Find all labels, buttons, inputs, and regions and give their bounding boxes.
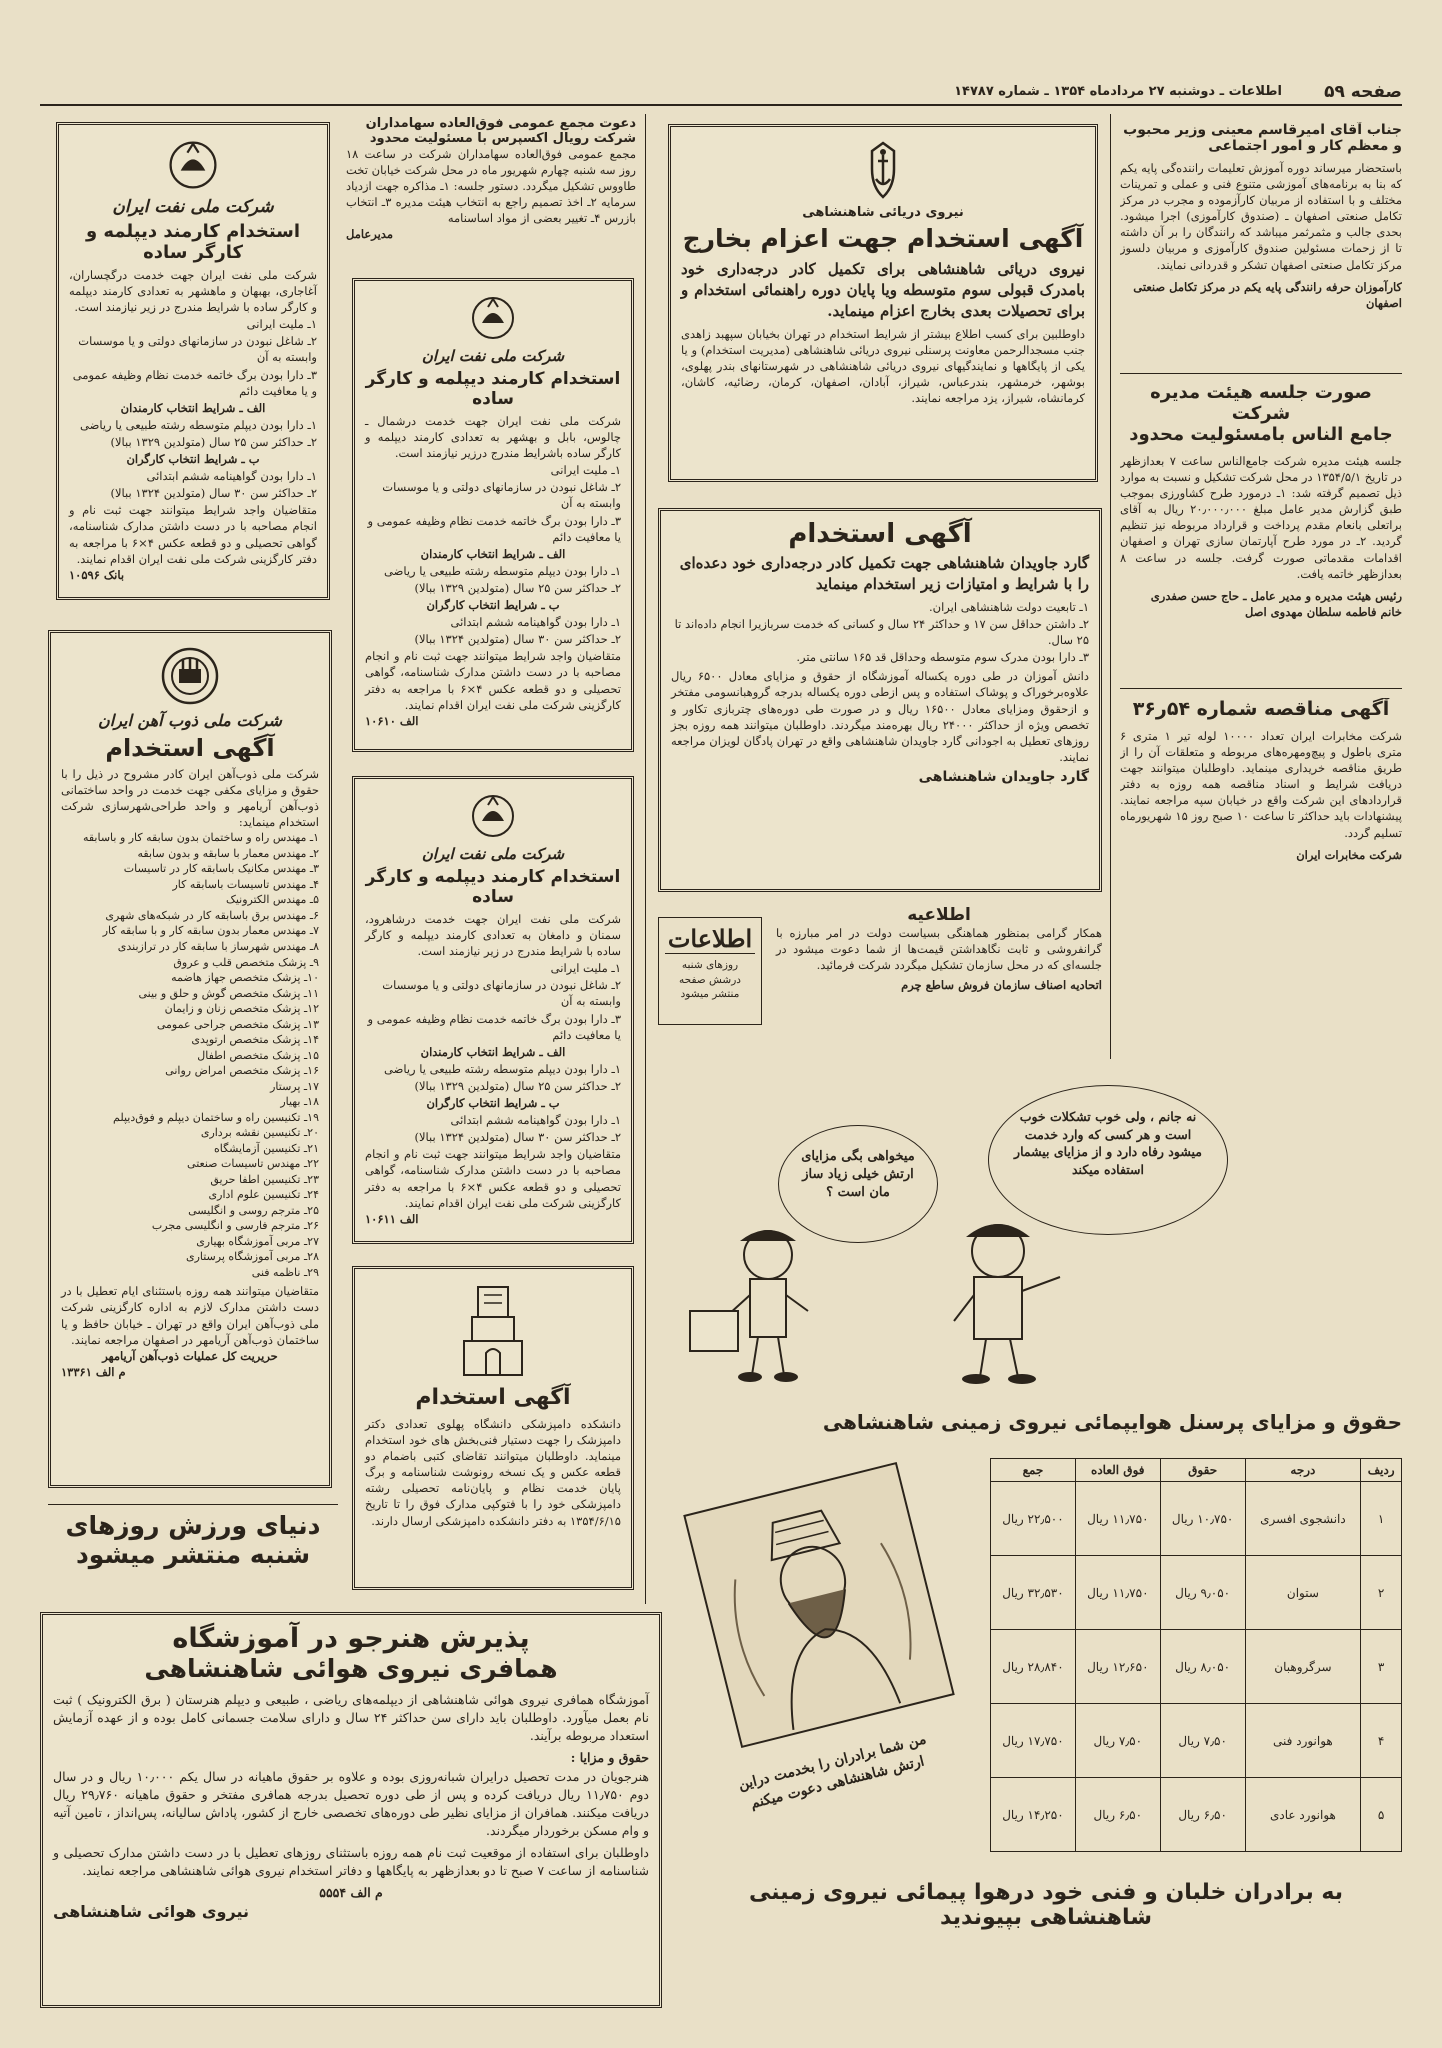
air-school-intro: آموزشگاه همافری نیروی هوائی شاهنشاهی از دیپلمه‌های ریاضی ، طبیعی و دیپلم هنرستان ( برق الکترونیک ) ثبت نام بعمل میآورد. داوطلبان باید دارای سن حداکثر ۲۴ سال و دارای سلامت جسمانی کامل بوده و از عهده آزمایش استعداد مربوطه برآیند. bbox=[53, 1692, 650, 1744]
list-item: ۱۶ـ پزشک متخصص امراض روانی bbox=[165, 1064, 319, 1078]
navy-lead: نیروی دریائی شاهنشاهی برای تکمیل کادر درجه‌داری خود بامدرک قبولی سوم متوسطه ویا پایان دوره راهنمائی استخدام و برای تحصیلات بعدی بخارج اعزام مینماید. bbox=[681, 260, 1085, 320]
cell: ۸٫۰۵۰ ریال bbox=[1160, 1630, 1245, 1704]
page-number: صفحه ۵۹ bbox=[1324, 82, 1402, 102]
nioc-brand: شرکت ملی نفت ایران bbox=[112, 197, 274, 217]
list-item: ۲ـ حداکثر سن ۳۰ سال (متولدین ۱۳۲۴ ببالا) bbox=[414, 1130, 621, 1145]
nioc-a-list bbox=[365, 563, 621, 596]
university-tower-icon bbox=[456, 1281, 530, 1381]
sports-weekly-notice bbox=[48, 1504, 338, 1590]
guard-title: آگهی استخدام bbox=[788, 519, 972, 549]
cell: سرگروهبان bbox=[1245, 1630, 1361, 1704]
list-item: ۱ـ دارا بودن دیپلم متوسطه رشته طبیعی یا ریاضی bbox=[384, 563, 621, 578]
king-portrait-icon bbox=[677, 1456, 961, 1754]
list-item: ۱۸ـ بهیار bbox=[280, 1095, 319, 1109]
cell: ۱۴٫۲۵۰ ریال bbox=[991, 1778, 1076, 1852]
steel-code: م الف ۱۳۳۶۱ bbox=[61, 1364, 126, 1379]
steel-brand: شرکت ملی ذوب آهن ایران bbox=[98, 711, 282, 730]
list-item: ۲ـ حداکثر سن ۲۵ سال (متولدین ۱۳۲۹ ببالا) bbox=[110, 434, 317, 449]
salary-section bbox=[690, 1410, 1402, 2000]
cell: ۱۰٫۷۵۰ ریال bbox=[1160, 1482, 1245, 1556]
nioc-closing: متقاضیان واجد شرایط میتوانند جهت ثبت نام و انجام مصاحبه با در دست داشتن مدارک شناسنامه، گواهی تحصیلی و دو قطعه عکس ۴×۶ با مراجعه به دفتر کارگزینی شرکت ملی نفت ایران اقدام نمایند. bbox=[69, 503, 317, 566]
nioc-b-list bbox=[365, 614, 621, 647]
list-item: ۲ـ حداکثر سن ۳۰ سال (متولدین ۱۳۲۴ ببالا) bbox=[414, 632, 621, 647]
guard-conditions bbox=[671, 599, 1089, 665]
tender-signature: شرکت مخابرات ایران bbox=[1296, 847, 1402, 862]
header-cell: جمع bbox=[991, 1459, 1076, 1482]
list-item: ۱ـ دارا بودن دیپلم متوسطه رشته طبیعی یا ریاضی bbox=[80, 417, 317, 432]
list-item: ۲۸ـ مربی آموزشگاه پرستاری bbox=[185, 1250, 319, 1264]
list-item: ۸ـ مهندس شهرساز با سابقه کار در ترازبندی bbox=[117, 939, 319, 953]
ettelaat-notice bbox=[658, 905, 1102, 1075]
cell: ۱ bbox=[1361, 1482, 1402, 1556]
sports-line-1: دنیای ورزش روزهای bbox=[65, 1511, 321, 1540]
nioc-ad-north bbox=[352, 278, 634, 752]
masthead bbox=[40, 82, 1402, 106]
guard-body: دانش آموزان در طی دوره یکساله آموزشگاه از حقوق و مزایای معادل ۶۵۰۰ ریال علاوه‌برخوراک و پوشاک استفاده و پس ازطی دوره یکساله بدرجه گروهبانسومی مفتخر و ازحقوق ومزایای معادل ۱۶۵۰۰ ریال و در صورت طی دوره‌های چتربازی تکاور و تخصص ویژه از حداکثر ۲۴۰۰۰ ریال بهره‌مند میگردند. داوطلبان میتوانند همه روزه بجز روزهای تعطیل به اجودانی گارد جاویدان شاهنشاهی واقع در تهران پادگان لویزان مراجعه نمایند. bbox=[671, 669, 1089, 764]
list-item: ۵ـ مهندس الکترونیک bbox=[225, 893, 319, 907]
minutes-signature-2: خانم فاطمه سلطان مهدوی اصل bbox=[1245, 604, 1402, 619]
list-item: ۲۲ـ مهندس تاسیسات صنعتی bbox=[187, 1157, 319, 1171]
portrait-caption: من شما برادران را بخدمت دراین ارتش شاهنشاهی دعوت میکنم bbox=[736, 1731, 928, 1813]
nioc-brand: شرکت ملی نفت ایران bbox=[421, 845, 565, 863]
list-item: ۱ـ ملیت ایرانی bbox=[550, 463, 621, 478]
cell: ستوان bbox=[1245, 1556, 1361, 1630]
salary-slogan: به برادران خلبان و فنی خود درهوا پیمائی نیروی زمینی شاهنشاهی بپیوندید bbox=[749, 1880, 1343, 1930]
royal-express-meeting-notice bbox=[346, 116, 636, 266]
list-item: ۶ـ مهندس برق باسابقه کار در شبکه‌های شهری bbox=[105, 908, 319, 922]
ettelaat-logo: اطلاعات bbox=[665, 924, 755, 954]
list-item: ۱۴ـ پزشک متخصص ارتوپدی bbox=[191, 1033, 319, 1047]
steel-closing: متقاضیان میتوانند همه روزه باستثنای ایام تعطیل با در دست داشتن مدارک لازم به اداره کارگزینی شرکت ملی ذوب‌آهن ایران واقع در تهران ـ خیابان حافظ و یا ساختمان ذوب‌آهن آریامهر در اصفهان مراجعه نمایند. bbox=[61, 1284, 319, 1347]
air-force-school-ad bbox=[40, 1612, 662, 2008]
list-item: ۱ـ دارا بودن گواهینامه ششم ابتدائی bbox=[450, 1113, 621, 1128]
notice-body: باستحضار میرساند دوره آموزش تعلیمات راننده‌گی پایه یکم که بنا به برنامه‌های آموزشی متنوع فنی و عملی و تمرینات مختلف و با استفاده از مربیان کارآزموده و مجرب در مرکز تکامل صنعتی اصفهان ـ (صندوق کارآموزی) اجرا میشود. بحدی جالب و مثمرثمر میباشد که رانندگان را بر آن داشته تا از زحمات مسئولین صندوق کارآموزی و مربیان دلسوز مرکز تکامل صنعتی اصفهان تشکر و قدردانی نمایند. bbox=[1120, 161, 1402, 272]
nioc-ad-semnan bbox=[352, 776, 634, 1244]
nioc-emblem-icon bbox=[468, 791, 518, 841]
nioc-a-head: الف ـ شرایط انتخاب کارمندان bbox=[120, 400, 266, 415]
list-item: ۷ـ مهندس معمار بدون سابقه کار و با سابقه کار bbox=[102, 924, 319, 938]
cell: ۲۲٫۵۰۰ ریال bbox=[991, 1482, 1076, 1556]
meeting-title: دعوت مجمع عمومی فوق‌العاده سهامداران شرکت رویال اکسپرس با مسئولیت محدود bbox=[365, 116, 636, 146]
cell: ۴ bbox=[1361, 1704, 1402, 1778]
nioc-title: استخدام کارمند دیپلمه و کارگر ساده bbox=[365, 867, 621, 907]
sports-line-2: شنبه منتشر میشود bbox=[75, 1540, 311, 1569]
list-item: ۳ـ دارا بودن برگ خاتمه خدمت نظام وظیفه عمومی و یا معافیت دائم bbox=[367, 513, 621, 544]
guard-signature: گارد جاویدان شاهنشاهی bbox=[918, 768, 1089, 785]
nioc-closing: متقاضیان واجد شرایط میتوانند جهت ثبت نام و انجام مصاحبه با در دست داشتن مدارک شناسنامه، گواهی تحصیلی و دو قطعه عکس ۴×۶ با مراجعه به دفتر کارگزینی شرکت ملی نفت ایران اقدام نمایند. bbox=[365, 649, 621, 712]
minutes-title-1: صورت جلسه هیئت مدیره شرکت bbox=[1150, 382, 1372, 424]
air-school-sub: حقوق و مزایا : bbox=[570, 1750, 649, 1766]
header-cell: ردیف bbox=[1361, 1459, 1402, 1482]
nioc-general bbox=[365, 960, 621, 1042]
list-item: ۳ـ مهندس مکانیک باسابقه کار در تاسیسات bbox=[123, 862, 319, 876]
left-bubble-text: میخواهی بگی مزایای ارتش خیلی زیاد ساز مان است ؟ bbox=[801, 1149, 915, 1201]
nioc-a-head: الف ـ شرایط انتخاب کارمندان bbox=[420, 546, 566, 561]
cell: ۱۱٫۷۵۰ ریال bbox=[1075, 1482, 1160, 1556]
guard-lead: گارد جاویدان شاهنشاهی جهت تکمیل کادر درجه‌داری خود دعده‌ای را با شرایط و امتیازات زیر استخدام مینماید bbox=[679, 554, 1089, 593]
nioc-intro: شرکت ملی نفت ایران جهت خدمت درشمال ـ چالوس، بابل و بهشهر به تعدادی کارمند دیپلمه و کارگر ساده باشرایط مندرج درزیر نیازمند است. bbox=[365, 414, 621, 461]
university-title: آگهی استخدام bbox=[415, 1385, 571, 1410]
cell: ۷٫۵۰ ریال bbox=[1160, 1704, 1245, 1778]
list-item: ۱۷ـ پرستار bbox=[270, 1079, 319, 1093]
cell: ۳ bbox=[1361, 1630, 1402, 1704]
nioc-brand: شرکت ملی نفت ایران bbox=[421, 347, 565, 365]
notice-title: جناب آقای امیرقاسم معینی وزیر محبوب و معظم کار و امور اجتماعی bbox=[1123, 122, 1402, 154]
nioc-title: استخدام کارمند دیپلمه و کارگر ساده bbox=[365, 369, 621, 409]
list-item: ۹ـ پزشک متخصص قلب و عروق bbox=[173, 955, 319, 969]
cell: ۶٫۵۰ ریال bbox=[1075, 1778, 1160, 1852]
list-item: ۲ـ حداکثر سن ۲۵ سال (متولدین ۱۳۲۹ ببالا) bbox=[414, 580, 621, 595]
list-item: ۲ـ شاغل نبودن در سازمانهای دولتی و یا موسسات وابسته به آن bbox=[382, 480, 621, 511]
air-school-signature: نیروی هوائی شاهنشاهی bbox=[53, 1902, 249, 1922]
salary-title: حقوق و مزایای پرسنل هوایپمائی نیروی زمینی شاهنشاهی bbox=[822, 1410, 1402, 1434]
recruitment-cartoon bbox=[668, 1085, 1228, 1390]
meeting-body: مجمع عمومی فوق‌العاده سهامداران شرکت در ساعت ۱۸ روز سه شنبه چهارم شهریور ماه در محل شرکت خیابان تخت طاووس تشکیل میگردد. دستور جلسه: ۱ـ مذاکره جهت ازدیاد سرمایه ۲ـ اخذ تصمیم راجع به انتخاب هیئت مدیره ۳ـ انتخاب بازرس ۴ـ تغییر بعضی از مواد اساسنامه bbox=[346, 147, 636, 226]
guard-condition: ۳ـ دارا بودن مدرک سوم متوسطه وحداقل قد ۱۶۵ سانتی متر. bbox=[796, 650, 1089, 665]
salary-header-row bbox=[991, 1459, 1402, 1482]
minutes-title-2: جامع الناس بامسئولیت محدود bbox=[1129, 424, 1393, 445]
nioc-closing: متقاضیان واجد شرایط میتوانند جهت ثبت نام و انجام مصاحبه با در دست داشتن مدارک شناسنامه، گواهی تحصیلی و دو قطعه عکس ۴×۶ با مراجعه به دفتر کارگزینی شرکت ملی نفت ایران اقدام نمایند. bbox=[365, 1147, 621, 1210]
list-item: ۲۷ـ مربی آموزشگاه بهیاری bbox=[196, 1234, 319, 1248]
list-item: ۳ـ دارا بودن برگ خاتمه خدمت نظام وظیفه عمومی و یا معافیت دائم bbox=[72, 367, 317, 398]
nioc-emblem-icon bbox=[468, 293, 518, 343]
list-item: ۲۳ـ تکنیسین اطفا حریق bbox=[210, 1172, 319, 1186]
list-item: ۱۰ـ پزشک متخصص جهاز هاضمه bbox=[171, 971, 319, 985]
steel-signature: حریریت کل عملیات ذوب‌آهن آریامهر bbox=[102, 1348, 278, 1363]
navy-org: نیروی دریائی شاهنشاهی bbox=[802, 205, 964, 220]
cell: ۱۱٫۷۵۰ ریال bbox=[1075, 1556, 1160, 1630]
right-speech-bubble bbox=[988, 1085, 1228, 1235]
nioc-emblem-icon bbox=[165, 137, 221, 193]
minister-thanks-notice bbox=[1120, 122, 1402, 370]
list-item: ۱ـ ملیت ایرانی bbox=[246, 317, 317, 332]
list-item: ۱۹ـ تکنیسین راه و ساختمان دیپلم و فوق‌دیپلم bbox=[113, 1110, 319, 1124]
table-row bbox=[991, 1704, 1402, 1778]
steel-intro: شرکت ملی ذوب‌آهن ایران کادر مشروح در ذیل را با حقوق و مزایای مکفی جهت خدمت در واحد ساختمانی ذوب‌آهن آریامهر و واحد طراحی‌شهرسازی شرکت استخدام مینماید: bbox=[61, 767, 319, 830]
air-school-code: م الف ۵۵۵۴ bbox=[319, 1885, 383, 1901]
nioc-b-list bbox=[365, 1112, 621, 1145]
list-item: ۲ـ مهندس معمار با سابقه و بدون سابقه bbox=[137, 846, 319, 860]
navy-emblem-icon bbox=[854, 139, 912, 201]
list-item: ۲۱ـ تکنیسین آزمایشگاه bbox=[213, 1141, 319, 1155]
list-item: ۲ـ شاغل نبودن در سازمانهای دولتی و یا موسسات وابسته به آن bbox=[382, 978, 621, 1009]
list-item: ۱ـ مهندس راه و ساختمان بدون سابقه کار و باسابقه bbox=[82, 831, 319, 845]
nioc-code: الف ۱۰۶۱۰ bbox=[365, 713, 419, 728]
list-item: ۱۳ـ پزشک متخصص جراحی عمومی bbox=[156, 1017, 319, 1031]
nioc-b-list bbox=[69, 468, 317, 501]
nioc-b-head: ب ـ شرایط انتخاب کارگران bbox=[426, 1096, 560, 1111]
minutes-signature: رئیس هیئت مدیره و مدیر عامل ـ حاج حسن صفدری bbox=[1150, 588, 1402, 603]
list-item: ۲۹ـ ناظمه فنی bbox=[251, 1265, 319, 1279]
nioc-a-list bbox=[69, 417, 317, 450]
table-row bbox=[991, 1778, 1402, 1852]
table-row bbox=[991, 1482, 1402, 1556]
portrait-illustration bbox=[690, 1480, 950, 1820]
nioc-b-head: ب ـ شرایط انتخاب کارگران bbox=[426, 598, 560, 613]
tender-notice bbox=[1120, 698, 1402, 1028]
nioc-title: استخدام کارمند دیپلمه و کارگر ساده bbox=[85, 221, 301, 263]
list-item: ۱ـ دارا بودن گواهینامه ششم ابتدائی bbox=[146, 469, 317, 484]
ettelaat-brand-box bbox=[658, 917, 762, 1025]
issue-line: اطلاعات ـ دوشنبه ۲۷ مردادماه ۱۳۵۴ ـ شماره ۱۴۷۸۷ bbox=[954, 84, 1282, 99]
cell: دانشجوی افسری bbox=[1245, 1482, 1361, 1556]
steel-company-emblem-icon bbox=[159, 645, 221, 707]
notice-signature: کارآموزان حرفه رانندگی پایه یکم در مرکز تکامل صنعتی اصفهان bbox=[1133, 279, 1402, 310]
list-item: ۲۶ـ مترجم فارسی و انگلیسی مجرب bbox=[151, 1219, 319, 1233]
tender-body: شرکت مخابرات ایران تعداد ۱۰۰۰۰ لوله تیر ۱ متری ۶ متری باطول و پیچ‌ومهره‌های مربوطه و متعلقات آن را از طریق مناقصه خریداری مینماید. داوطلبان میتوانند جهت دریافت شرایط و اسناد مناقصه همه روزه به دفتر قراردادهای این شرکت واقع در خیابان سپه مراجعه نمایند. پیشنهادات باید حداکثر تا ساعت ۱۰ صبح روز ۱۵ شهریورماه تسلیم گردد. bbox=[1120, 729, 1402, 840]
right-bubble-text: نه جانم ، ولی خوب تشکلات خوب است و هر کسی که وارد خدمت میشود رفاه دارد و از مزایای بیشمار استفاده میکند bbox=[1014, 1109, 1202, 1177]
list-item: ۲۴ـ تکنیسین علوم اداری bbox=[208, 1188, 319, 1202]
air-school-closing: داوطلبان برای استفاده از موقعیت ثبت نام همه روزه باستثنای روزهای تعطیل با در دست داشتن مدارک تحصیلی و شناسنامه از ساعت ۷ صبح تا دو بعدازظهر به پایگاهها و دفاتر استخدام نیروی هوائی شاهنشاهی مراجعه نمایند. bbox=[53, 1845, 649, 1879]
cell: ۱۲٫۶۵۰ ریال bbox=[1075, 1630, 1160, 1704]
air-school-title-2: همافری نیروی هوائی شاهنشاهی bbox=[144, 1654, 558, 1683]
nioc-code: الف ۱۰۶۱۱ bbox=[365, 1211, 419, 1226]
list-item: ۲ـ حداکثر سن ۲۵ سال (متولدین ۱۳۲۹ ببالا) bbox=[414, 1078, 621, 1093]
list-item: ۱۵ـ پزشک متخصص اطفال bbox=[197, 1048, 319, 1062]
list-item: ۳ـ دارا بودن برگ خاتمه خدمت نظام وظیفه عمومی و یا معافیت دائم bbox=[367, 1011, 621, 1042]
guard-condition: ۲ـ داشتن حداقل سن ۱۷ و حداکثر ۲۴ سال و کسانی که خدمت سربازیرا انجام داده‌اند تا ۲۵ سال. bbox=[674, 617, 1089, 648]
cell: ۷٫۵۰ ریال bbox=[1075, 1704, 1160, 1778]
university-ad bbox=[352, 1266, 634, 1590]
cell: هوانورد عادی bbox=[1245, 1778, 1361, 1852]
navy-title: آگهی استخدام جهت اعزام بخارج bbox=[682, 224, 1084, 253]
cell: ۶٫۵۰ ریال bbox=[1160, 1778, 1245, 1852]
minutes-body: جلسه هیئت مدیره شرکت جامع‌الناس ساعت ۷ بعدازظهر در تاریخ ۱۳۵۴/۵/۱ در محل شرکت تشکیل و نسبت به موارد ذیل تصمیم گرفته شد: ۱ـ درمورد طرح کشاورزی بموجب طبق گزارش مدیر عامل مبلغ ۲۰٫۰۰۰٫۰۰۰ ریال به آقای براتعلی بانعام مقدم پرداخت و قرارداد مربوطه نیز تنظیم گردید. ۲ـ در مورد طرح آپارتمان سازی تهران و اصفهان اقدامات مقدماتی صورت گرفت. جلسه در ساعت ۸ بعدازظهر خاتمه یافت. bbox=[1120, 454, 1402, 581]
nioc-ad-south bbox=[56, 122, 330, 600]
nioc-intro: شرکت ملی نفت ایران جهت خدمت درشاهرود، سمنان و دامغان به تعدادی کارمند دیپلمه و کارگر ساده با شرایط مندرج در زیر نیازمند است. bbox=[365, 912, 621, 959]
header-cell: فوق العاده bbox=[1075, 1459, 1160, 1482]
air-school-title-1: پذیرش هنرجو در آموزشگاه bbox=[172, 1623, 530, 1654]
list-item: ۱ـ دارا بودن دیپلم متوسطه رشته طبیعی یا ریاضی bbox=[384, 1061, 621, 1076]
list-item: ۲۰ـ تکنیسین نقشه برداری bbox=[200, 1126, 319, 1140]
table-row bbox=[991, 1630, 1402, 1704]
header-cell: درجه bbox=[1245, 1459, 1361, 1482]
nioc-a-list bbox=[365, 1061, 621, 1094]
cell: ۵ bbox=[1361, 1778, 1402, 1852]
guard-recruitment-ad bbox=[658, 508, 1102, 892]
list-item: ۲ـ شاغل نبودن در سازمانهای دولتی و یا موسسات وابسته به آن bbox=[78, 334, 317, 365]
air-school-benefits: هنرجویان در مدت تحصیل درایران شبانه‌روزی بوده و علاوه بر حقوق ماهیانه در سال یکم ۱۰٫۰۰۰ ریال و در سال دوم ۱۱٫۷۵۰ ریال دریافت کرده و پس از طی دوره تحصیل بدرجه همافری مفتخر و حقوق ماهیانه ۲۹٫۷۶۰ ریال دریافت میکنند. همافران از مزایای نظیر طی دوره‌های تخصصی خارج از کشور، پاداش سالیانه، پس‌انداز ، تامین آتیه و وام مسکن برخوردار میگردند. bbox=[53, 1768, 649, 1838]
notice-body: همکار گرامی بمنظور هماهنگی بسیاست دولت در امر مبارزه با گرانفروشی و ثابت نگاهداشتن قیمت‌ها از شما دعوت میشود در جلسه‌ای که در محل سازمان تشکیل میگردد شرکت فرمائید. bbox=[776, 926, 1102, 973]
guard-condition: ۱ـ تابعیت دولت شاهنشاهی ایران. bbox=[929, 600, 1089, 614]
company-minutes-notice bbox=[1120, 382, 1402, 682]
ettelaat-brand-note: روزهای شنبه درشش صفحه منتشر میشود bbox=[679, 959, 741, 1001]
cell: ۳۲٫۵۳۰ ریال bbox=[991, 1556, 1076, 1630]
navy-body: داوطلبین برای کسب اطلاع بیشتر از شرایط استخدام در تهران بخیابان سپهبد زاهدی جنب مسجدالرحمن معاونت پرسنلی نیروی دریائی شاهنشاهی (مدیریت استخدام) و یا یکی از پایگاهها و نمایندگیهای نیروی دریائی شاهنشاهی در شهرستانهای بندر پهلوی، بوشهر، خرمشهر، بندرعباس، شیراز، آبادان، اصفهان، کرمان، رضائیه، کاشان، کرمانشاه، شیراز، یزد مراجعه نمایند. bbox=[681, 327, 1085, 406]
steel-positions bbox=[61, 831, 319, 1280]
nioc-a-head: الف ـ شرایط انتخاب کارمندان bbox=[420, 1044, 566, 1059]
cell: ۲ bbox=[1361, 1556, 1402, 1630]
tender-title: آگهی مناقصه شماره ۵۴ر۳۶ bbox=[1132, 698, 1390, 720]
cartoon-figures-icon bbox=[668, 1215, 1228, 1390]
cell: ۲۸٫۸۴۰ ریال bbox=[991, 1630, 1076, 1704]
nioc-general bbox=[69, 316, 317, 398]
navy-recruitment-ad bbox=[668, 124, 1098, 482]
header-cell: حقوق bbox=[1160, 1459, 1245, 1482]
list-item: ۲ـ حداکثر سن ۳۰ سال (متولدین ۱۳۲۴ ببالا) bbox=[110, 486, 317, 501]
steel-company-ad bbox=[48, 630, 332, 1488]
table-row bbox=[991, 1556, 1402, 1630]
nioc-general bbox=[365, 462, 621, 544]
university-body: دانشکده دامپزشکی دانشگاه پهلوی تعدادی دکتر دامپزشک را جهت دستیار فنی‌بخش های خود استخدام مینماید. داوطلبان میتوانند تقاضای کتبی باضمام دو قطعه عکس و یک نسخه رونوشت شناسنامه و برگ پایان خدمت نظام و پایان‌نامه تحصیلی رشته دامپزشکی خود را با فتوکپی مدارک فوق را تا تاریخ ۱۳۵۴/۶/۱۵ به دفتر دانشکده دامپزشکی ارسال دارند. bbox=[365, 1417, 621, 1528]
nioc-intro: شرکت ملی نفت ایران جهت خدمت درگچساران، آغاجاری، بهبهان و ماهشهر به تعدادی کارمند دیپلمه و کارگر ساده با شرایط مندرج در زیر نیازمند است. bbox=[69, 268, 317, 315]
cell: ۱۷٫۷۵۰ ریال bbox=[991, 1704, 1076, 1778]
nioc-b-head: ب ـ شرایط انتخاب کارگران bbox=[126, 452, 260, 467]
list-item: ۱۱ـ پزشک متخصص گوش و حلق و بینی bbox=[138, 986, 319, 1000]
notice-title: اطلاعیه bbox=[907, 905, 971, 925]
list-item: ۱۲ـ پزشک متخصص زنان و زایمان bbox=[164, 1002, 319, 1016]
meeting-signature: مدیرعامل bbox=[346, 227, 393, 242]
list-item: ۲۵ـ مترجم روسی و انگلیسی bbox=[188, 1203, 319, 1217]
cell: هوانورد فنی bbox=[1245, 1704, 1361, 1778]
list-item: ۱ـ دارا بودن گواهینامه ششم ابتدائی bbox=[450, 615, 621, 630]
salary-table bbox=[990, 1458, 1402, 1852]
notice-signature: اتحادیه اصناف سازمان فروش ساطع چرم bbox=[901, 978, 1102, 993]
nioc-code: بانک ۱۰۵۹۶ bbox=[69, 567, 125, 582]
list-item: ۱ـ ملیت ایرانی bbox=[550, 961, 621, 976]
list-item: ۴ـ مهندس تاسیسات باسابقه کار bbox=[172, 877, 319, 891]
cell: ۹٫۰۵۰ ریال bbox=[1160, 1556, 1245, 1630]
steel-title: آگهی استخدام bbox=[105, 734, 275, 762]
